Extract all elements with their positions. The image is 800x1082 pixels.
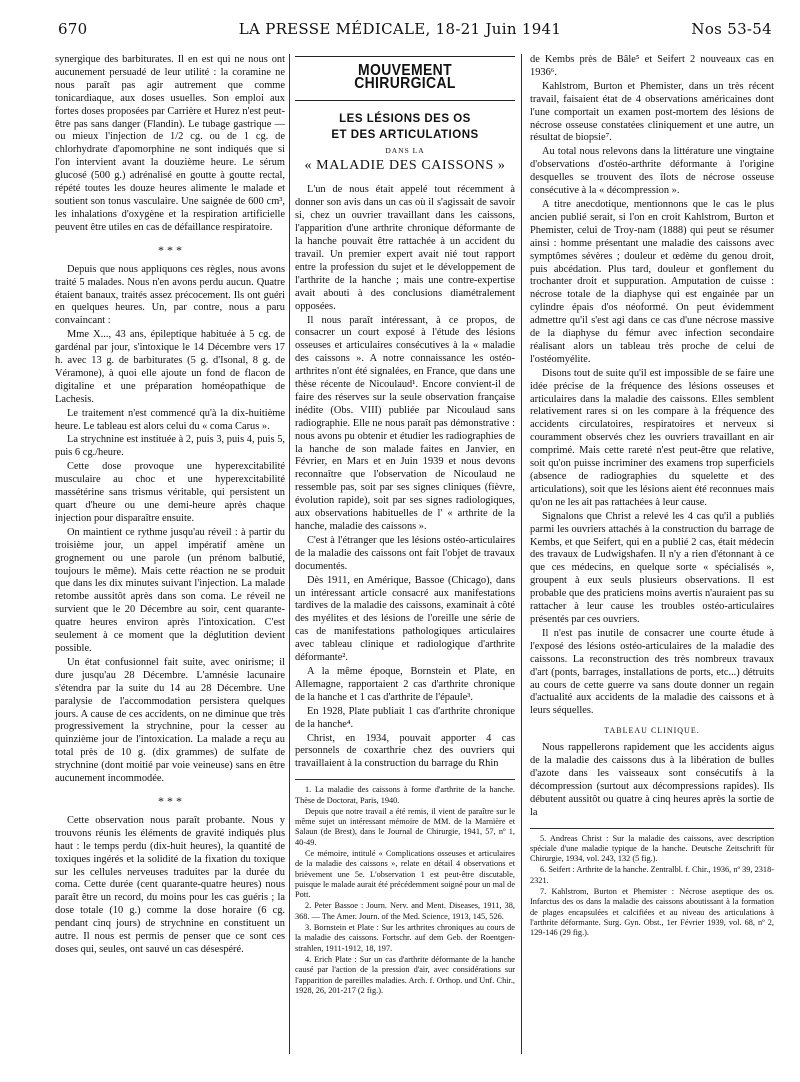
paragraph: Disons tout de suite qu'il est impossible de se faire une idée précise de la fréquence des lésions osseuses et articulaires dans la maladie des caissons. Elles semblent relativement rares si on les compare à la fréquence des accidents circulatoires, respiratoires et nerveux si couramment observés chez les ouvriers travaillant en air comprimé. Mais cette rareté n'est peut-être que relative, soit qu'on puisse incriminer des examens trop superficiels (absence de radiographies du squelette et des articulations), soit que les lésions aient été reconnues mais qu'on ne les ait pas rattachées à leur cause. xyxy=(530,367,774,508)
paragraph: Depuis que nous appliquons ces règles, nous avons traité 5 malades. Nous n'en avons perdu aucun. Quatre étaient banaux, traités assez précocement. Ils ont guéri en quelques heures. Un, par contre, nous a paru convaincant : xyxy=(55,263,285,327)
paragraph: A la même époque, Bornstein et Plate, en Allemagne, rapportaient 2 cas d'arthrite chronique de la hanche et 1 cas d'arthrite de l'épaule³. xyxy=(295,665,515,703)
section-rule-bottom xyxy=(295,100,515,101)
journal-title: LA PRESSE MÉDICALE, 18-21 Juin 1941 xyxy=(238,20,562,38)
issue-number: Nos 53-54 xyxy=(691,20,772,38)
article-title-line2: ET DES ARTICULATIONS xyxy=(331,128,479,141)
section-rule-top xyxy=(295,56,515,57)
paragraph: Il n'est pas inutile de consacrer une courte étude à l'exposé des lésions ostéo-articulaires de la maladie des caissons. La reconstruction des très nombreux travaux d'art (ponts, barrages, installations de ports, etc...) détruits au cours de cette guerre va sans doute donner un regain d'actualité aux accidents de la maladie des caissons et à leurs séquelles. xyxy=(530,627,774,717)
footnotes xyxy=(295,779,515,996)
footnotes xyxy=(530,828,774,939)
paragraph: On maintient ce rythme jusqu'au réveil : à partir du troisième jour, un appel impératif amène un grognement ou une parole (un prénom balbutié, toujours le même). Mais cette réaction ne se produit que dans les dix minutes suivant l'injection. La malade retombe aussitôt après dans son coma. Le réveil ne survient que le 20 Décembre au soir, cent quarante-quatre heures environ après l'intoxication. C'est seulement à ce moment que la déglutition devient possible. xyxy=(55,526,285,654)
article-title-line1: LES LÉSIONS DES OS xyxy=(339,112,471,125)
footnote: 4. Erich Plate : Sur un cas d'arthrite déformante de la hanche causé par l'action de la pression d'air, avec considérations sur l'apparition de pareilles maladies. Arch. f. Orthop. und Unf. Chir., 1928, 26, 201-217 (2 fig.). xyxy=(295,954,515,995)
paragraph: L'un de nous était appelé tout récemment à donner son avis dans un cas où il s'agissait de savoir si, chez un ouvrier travaillant dans les caissons, l'apparition d'une arthrite chronique déformante de la hanche pouvait être rattachée à un accident du travail. Un premier expert avait nié tout rapport entre la profession du sujet et le développement de l'arthrite de la hanche ; mais une contre-expertise avait abouti à des conclusions diamétralement opposées. xyxy=(295,184,515,312)
article-title-line3: DANS LA xyxy=(385,145,425,155)
paragraph: En 1928, Plate publiait 1 cas d'arthrite chronique de la hanche⁴. xyxy=(295,705,515,730)
paragraph: Il nous paraît intéressant, à ce propos, de consacrer un court exposé à l'étude des lésions osseuses et articulaires consécutives à la « maladie des caissons ». A notre connaissance les ostéo-arthrites n'ont été signalées, en France, que dans une thèse récente de Nicoulaud¹. Encore convient-il de faire des réserves sur la seule observation française inédite (Obs. VIII) publiée par Nicoulaud sans radiographie. Elle ne nous paraît pas démonstrative : nous avons pu obtenir et étudier les radiographies de la hanche de son malade faites en Janvier, en Février, en Mars et en Juin 1939 et nous devons reconnaître que l'observation de Nicoulaud ne ressemble pas, soit par ses signes cliniques (fièvre, évolution rapide), soit par ses signes radiologiques, aux observations habituelles de l' « arthrite de la hanche, maladie des caissons ». xyxy=(295,314,515,532)
column-rule-right xyxy=(521,54,522,1054)
footnote: 6. Seifert : Arthrite de la hanche. Zentralbl. f. Chir., 1936, nº 39, 2318-2321. xyxy=(530,865,774,885)
column-middle xyxy=(295,56,515,997)
column-right xyxy=(530,54,774,940)
article-title-line4: « MALADIE DES CAISSONS » xyxy=(304,157,506,173)
paragraph: Christ, en 1934, pouvait apporter 4 cas personnels de coxarthrie chez des ouvriers qui travaillaient à la construction du barrage du Rhin xyxy=(295,732,515,770)
column-left xyxy=(55,54,285,958)
paragraph: Kahlstrom, Burton et Phemister, dans un très récent travail, faisaient état de 4 observations américaines dont l'une comportait un examen post-mortem des lésions de nécrose osseuse constatées cliniquement et une autre, un résultat de biopsie⁷. xyxy=(530,80,774,144)
footnote: 7. Kahlstrom, Burton et Phemister : Nécrose aseptique des os. Infarctus des os dans la maladie des caissons aboutissant à la formation de plages encapsulées et calcifiées et au niveau des articulations à l'arthrite déformante. Surg. Gyn. Obst., 1er Février 1939, vol. 68, nº 2, 129-146 (29 fig.). xyxy=(530,887,774,938)
paragraph: A titre anecdotique, mentionnons que le cas le plus ancien publié serait, si l'on en croit Kahlstrom, Burton et Phemister, celui de Troy-nam (1888) qui peut se résumer ainsi : homme présentant une maladie des caissons avec symptômes sévères ; douleur et œdème du genou droit, puis abcédation. Plus tard, douleur et gonflement du trochanter droit et suppuration. Amputation de cuisse : nécrose totale de la diaphyse qui est engainée par un cylindre épais d'os néoformé. On peut évidemment admettre qu'il s'est agi dans ce cas d'une nécrose massive de la diaphyse du fémur avec infection secondaire réalisant alors un tableau très proche de celui de l'ostéomyélite. xyxy=(530,198,774,365)
footnote: Depuis que notre travail a été remis, il vient de paraître sur le même sujet un intéressant mémoire de MM. de la Marnière et Salaun (de Brest), dans le Journal de Chirurgie, 1941, 57, nº 1, 40-49. xyxy=(295,806,515,847)
section-separator: * * * xyxy=(158,242,182,257)
paragraph: C'est à l'étranger que les lésions ostéo-articulaires de la maladie des caissons ont fait l'objet de travaux documentés. xyxy=(295,534,515,572)
footnote: Ce mémoire, intitulé « Complications osseuses et articulaires de la maladie des caissons », relate en détail 4 observations et brièvement une 5e. L'observation 1 est peut-être discutable, puisque le malade aurait été précédemment soigné pour un mal de Pott. xyxy=(295,849,515,900)
paragraph: La strychnine est instituée à 2, puis 3, puis 4, puis 5, puis 6 cg./heure. xyxy=(55,434,285,459)
column-rule-left xyxy=(289,54,290,1054)
section-title: MOUVEMENT CHIRURGICAL xyxy=(354,62,456,92)
footnote: 3. Bornstein et Plate : Sur les arthrites chroniques au cours de la maladie des caissons. Fortschr. auf dem Geb. der Roentgen-strahlen, 1911-1912, 18, 197. xyxy=(295,923,515,953)
page-number: 670 xyxy=(58,20,88,38)
paragraph: Cette observation nous paraît probante. Nous y trouvons réunis les éléments de gravité indiqués plus haut : le temps perdu (dix-huit heures), la quantité de toxiques ingérés et la solidité de la fixation du toxique sur les cellules nerveuses traduites par la durée du coma. Cette durée (cent quarante-quatre heures) nous paraît être un record, du moins pour les cas guéris ; la dose totale (10 g.) comme la dose horaire (6 cg. pendant cinq jours) de strychnine en constituent un autre. Il nous est permis de penser que ce sont ces doses qui, seules, ont sauvé un cas désespéré. xyxy=(55,814,285,955)
paragraph: Un état confusionnel fait suite, avec onirisme; il dure jusqu'au 28 Décembre. L'amnésie lacunaire s'étendra par la suite du 14 au 28 Décembre. Une paralysie de l'accommodation persistera quelques jours. A cause de ces accidents, on ne diminue que très progressivement la strychnine, pour la cesser au quinzième jour de l'intoxication. La malade a reçu au total près de 10 g. (dix grammes) de sulfate de strychnine (dont moitié par voie veineuse) sans en être aucunement incommodée. xyxy=(55,656,285,785)
paragraph: Cette dose provoque une hyperexcitabilité musculaire au choc et une hyperexcitabilité massétérine sans trismus véritable, qui persistent un quart d'heure ou une demi-heure après chaque injection pour disparaître ensuite. xyxy=(55,461,285,524)
page-header xyxy=(0,0,800,44)
paragraph: Mme X..., 43 ans, épileptique habituée à 5 cg. de gardénal par jour, s'intoxique le 14 Décembre vers 17 h. avec 13 g. de barbiturates (5 g. d'Isonal, 8 g. de Véramone), à quoi elle ajoute un fond de flacon de digitaline et une préparation homéopathique de Lachesis. xyxy=(55,329,285,405)
paragraph: Signalons que Christ a relevé les 4 cas qu'il a publiés parmi les ouvriers attachés à la construction du barrage de Kembs, et que Seifert, qui en a publié 2 cas, était médecin des travaux de Ludwigshafen. Il n'y a rien d'étonnant à ce que ces médecins, en quelque sorte « spécialisés », groupent à eux seuls plusieurs observations. Il est probable que des praticiens moins avertis n'auraient pas su rattacher à leur cause les troubles ostéo-articulaires présentés par ces ouvriers. xyxy=(530,510,774,625)
subheading: TABLEAU CLINIQUE. xyxy=(604,726,700,736)
paragraph: Au total nous relevons dans la littérature une vingtaine d'observations d'ostéo-arthrite déformante à l'origine desquelles se trouvent des îlots de nécrose osseuse consécutive à la « décompression ». xyxy=(530,146,774,197)
paragraph: Dès 1911, en Amérique, Bassoe (Chicago), dans un intéressant article consacré aux manifestations tardives de la maladie des caissons, examinait à côté des myélites et des lésions de l'oreille une série de cas de manifestations pathologiques articulaires avec tableau clinique et radiologique d'arthrite déformante². xyxy=(295,574,515,664)
section-separator: * * * xyxy=(158,793,182,808)
footnote: 2. Peter Bassoe : Journ. Nerv. and Ment. Diseases, 1911, 38, 368. — The Amer. Journ. of the Med. Science, 1913, 145, 526. xyxy=(295,901,515,921)
paragraph: de Kembs près de Bâle⁵ et Seifert 2 nouveaux cas en 1936⁶. xyxy=(530,54,774,78)
paragraph: Nous rappellerons rapidement que les accidents aigus de la maladie des caissons dus à la libération de bulles d'azote dans les vaisseaux sont consécutifs à la décompression (surtout aux décompressions rapides). Ils débutent aussitôt ou quatre à cinq heures après la sortie de la xyxy=(530,742,774,818)
paragraph: Le traitement n'est commencé qu'à la dix-huitième heure. Le tableau est alors celui du « coma Carus ». xyxy=(55,407,285,432)
footnote: 5. Andreas Christ : Sur la maladie des caissons, avec description spéciale d'une maladie typique de la hanche. Deutsche Zeitschrift für Chirurgie, 1934, vol. 243, 132 (5 fig.). xyxy=(530,833,774,864)
paragraph: synergique des barbiturates. Il en est qui ne nous ont aucunement persuadé de leur utilité : la coramine ne nous paraît pas agir autrement que comme tonicardiaque, aux doses usuelles. Son emploi aux fortes doses proposées par Carrière et Hurez n'est peut-être pas sans danger (Flandin). Le tubage gastrique — ou mieux l'injection de 1/2 cg. ou de 1 cg. de chlorhydrate d'apomorphine ne sont indiqués que si l'on intervient avant la douzième heure. Le sérum glucosé (500 g.) adrénalisé en goutte à goutte rectal, répété toutes les douze heures alimente le malade et soutient son tonus vasculaire. Une saignée de 600 cm³, les inhalations d'oxygène et la respiration artificielle peuvent être utiles en cas de défaillance respiratoire. xyxy=(55,54,285,233)
footnote: 1. La maladie des caissons à forme d'arthrite de la hanche. Thèse de Doctorat, Paris, 1940. xyxy=(295,785,515,805)
